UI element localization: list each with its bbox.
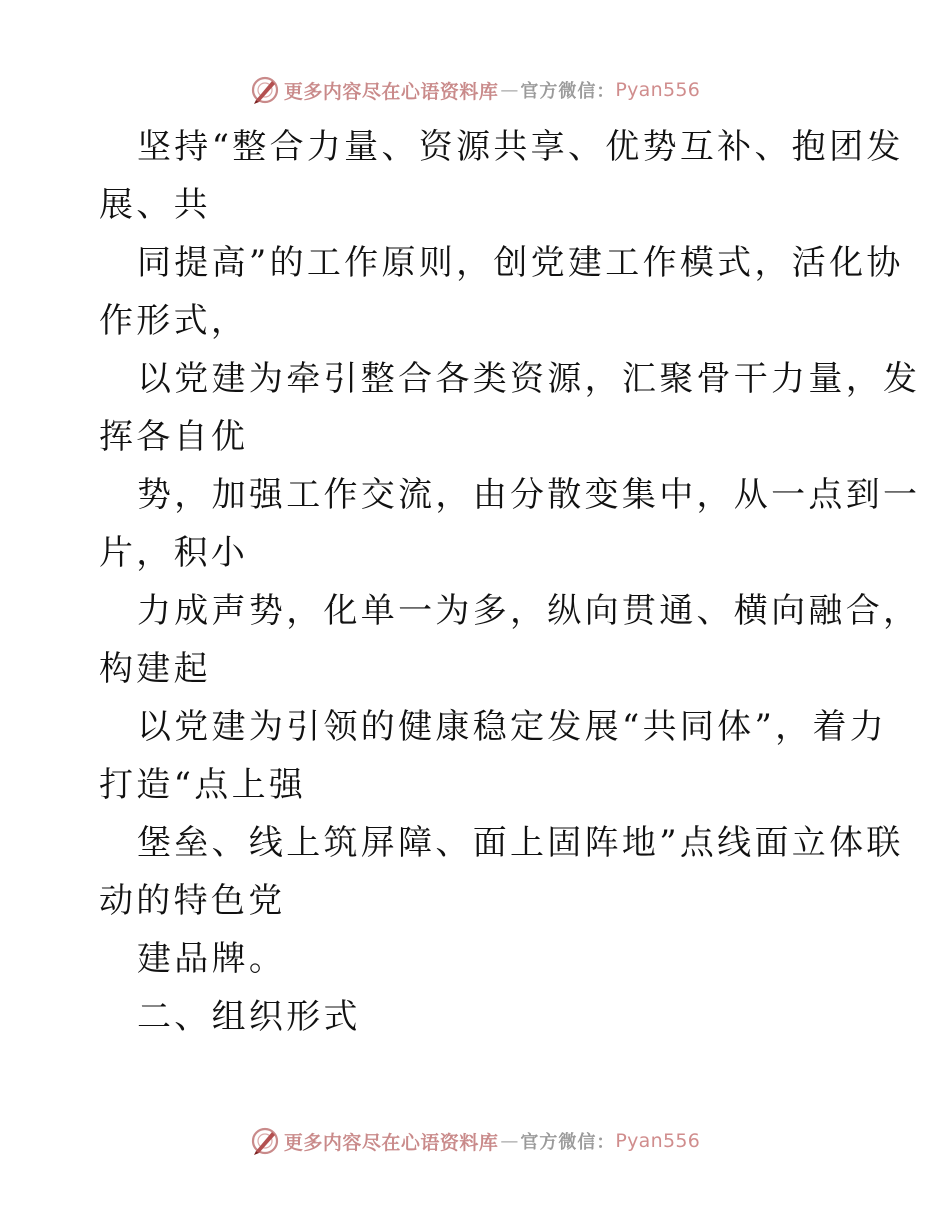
paragraph-line: 动的特色党 bbox=[99, 881, 286, 921]
watermark-site-text: 更多内容尽在心语资料库 bbox=[283, 80, 499, 103]
watermark-wechat-label: 官方微信： bbox=[520, 81, 616, 102]
quill-pen-logo-icon bbox=[250, 1126, 280, 1156]
paragraph-line: 以党建为引领的健康稳定发展“共同体”，着力 bbox=[137, 707, 888, 747]
header-watermark bbox=[0, 70, 950, 110]
watermark-dash: — bbox=[500, 79, 519, 101]
paragraph-line: 势，加强工作交流，由分散变集中，从一点到一 bbox=[137, 475, 921, 515]
paragraph-line: 以党建为牵引整合各类资源，汇聚骨干力量，发 bbox=[137, 359, 921, 399]
watermark-wechat-label: 官方微信： bbox=[520, 1132, 616, 1153]
quill-pen-logo-icon bbox=[250, 75, 280, 105]
watermark-dash: — bbox=[500, 1130, 519, 1152]
footer-watermark bbox=[0, 1121, 950, 1161]
watermark-site-text: 更多内容尽在心语资料库 bbox=[283, 1131, 499, 1154]
paragraph-line: 展、共 bbox=[99, 185, 211, 225]
paragraph-line: 片，积小 bbox=[99, 533, 249, 573]
paragraph-line: 作形式， bbox=[99, 301, 249, 341]
watermark-wechat-id: Pyan556 bbox=[615, 79, 701, 101]
paragraph-line: 建品牌。 bbox=[137, 939, 287, 979]
paragraph-line: 力成声势，化单一为多，纵向贯通、横向融合， bbox=[137, 591, 921, 631]
section-heading: 二、组织形式 bbox=[137, 997, 361, 1037]
watermark-wechat-id: Pyan556 bbox=[615, 1130, 701, 1152]
paragraph-line: 挥各自优 bbox=[99, 417, 249, 457]
paragraph-line: 同提高”的工作原则，创党建工作模式，活化协 bbox=[137, 243, 904, 283]
paragraph-line: 构建起 bbox=[99, 649, 211, 689]
paragraph-line: 堡垒、线上筑屏障、面上固阵地”点线面立体联 bbox=[137, 823, 904, 863]
paragraph-line: 打造“点上强 bbox=[99, 765, 307, 805]
paragraph-line: 坚持“整合力量、资源共享、优势互补、抱团发 bbox=[137, 127, 904, 167]
